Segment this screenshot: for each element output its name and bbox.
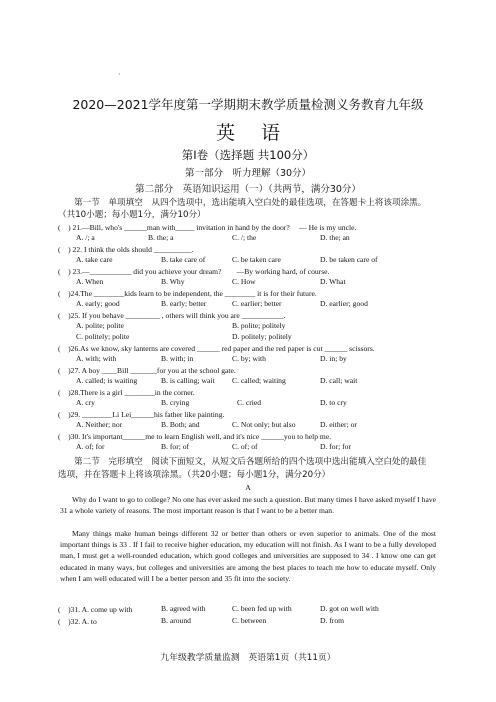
option: A. with; with	[76, 354, 117, 363]
option: A. cry	[76, 398, 95, 407]
section2-instructions: 第二节 完形填空 阅读下面短文，从短文后各题所给的四个选项中选出能填入空白处的最佳	[74, 457, 427, 467]
question-stem: ( ) 23.—___________ did you achieve your dream? —By working hard, of course.	[58, 267, 330, 276]
question-stem: ( )29. ________Li Lei______his father like painting.	[58, 410, 225, 419]
option: C. Not only; but also	[232, 420, 296, 429]
exam-title: 2020—2021学年度第一学期期末教学质量检测义务教育九年级	[72, 97, 424, 112]
question-stem: ( ) 22. I think the olds should __________.	[58, 245, 194, 254]
option: D. politely; politely	[232, 332, 292, 341]
option: A. When	[76, 277, 104, 286]
option: A. /; a	[76, 233, 95, 242]
option: D. for; for	[320, 442, 351, 451]
option: B. Why	[161, 277, 185, 286]
page-footer: 九年级教学质量监测 英语第1页（共11页）	[160, 653, 336, 663]
option: B. for; of	[161, 442, 190, 451]
option: C. of; of	[232, 442, 258, 451]
corner-mark: ·	[118, 70, 121, 79]
passage-label: A	[245, 483, 251, 492]
option: C. politely; polite	[76, 332, 130, 341]
option: C. earlier; better	[232, 299, 282, 308]
option: A. take care	[76, 255, 113, 264]
option: C. by; with	[232, 354, 266, 363]
question-stem: ( )31. A. come up with	[58, 605, 133, 614]
question-stem: ( )30. It's important______me to learn English well, and it's nice ______you to help me.	[58, 432, 332, 441]
option: B. agreed with	[161, 604, 206, 613]
option: B. Both; and	[161, 420, 200, 429]
option: D. call; wait	[320, 376, 358, 385]
option: D. What	[320, 277, 346, 286]
option: C. be taken care	[232, 255, 281, 264]
option: A. polite; polite	[76, 321, 124, 330]
option: D. the; an	[320, 233, 350, 242]
question-stem: ( )28.There is a girl ________in the corner.	[58, 388, 195, 397]
option: C. cried	[237, 398, 262, 407]
option: D. in; by	[320, 354, 347, 363]
option: B. polite; politely	[232, 321, 286, 330]
subject-title: 英语	[215, 122, 306, 144]
option: B. is calling; wait	[161, 376, 215, 385]
option: A. Neither; nor	[76, 420, 123, 429]
part2-heading: 第二部分 英语知识运用（一）（共两节，满分30分）	[135, 184, 361, 195]
section1-instructions-cont: （共10小题；每小题1分，满分10分）	[58, 210, 206, 220]
option: A. called; is waiting	[76, 376, 138, 385]
option: D. got on well with	[320, 604, 379, 613]
question-stem: ( )27. A boy ____Bill _______for you at the school gate.	[58, 366, 236, 375]
section2-instructions-cont: 选项，并在答题卡上将该项涂黑。（共20小题；每小题1分，满分20分）	[58, 470, 331, 480]
question-stem: ( ) 21.—Bill, who's ______man with_____ invitation in hand by the door? — He is my uncle.	[58, 223, 357, 232]
option: D. earlier; good	[320, 299, 368, 308]
option: C. How	[232, 277, 256, 286]
option: D. be taken care of	[320, 255, 378, 264]
option: B. crying	[161, 398, 190, 407]
option: A. of; for	[76, 442, 105, 451]
question-stem: ( )25. If you behave _________ , others will think you are ___________.	[58, 311, 286, 320]
passage-paragraph: Many things make human beings different 32 or better than others or even superior to animals. One of the most important things is 33 . If I fail to receive higher education, my education will not finish. As I want to be a fully developed man, I must get a well-rounded education, which good colleges and universities are supposed to 34 . I know one can get educated in many ways, but colleges and universities are among the best places to teach me how to educate myself. Only when I am well educated will I be a better person and 35 fit into the society.	[60, 529, 436, 583]
option: B. take care of	[161, 255, 206, 264]
option: B. the; a	[148, 233, 174, 242]
option: B. early; better	[161, 299, 207, 308]
part1-heading: 第一部分 听力理解（30分）	[184, 168, 312, 179]
option: C. called; waiting	[232, 376, 286, 385]
option: C. /; the	[232, 233, 257, 242]
option: D. from	[320, 616, 345, 625]
section1-instructions: 第一节 单项填空 从四个选项中，选出能填入空白处的最佳选项，在答题卡上将该项涂黑。	[74, 198, 427, 208]
question-stem: ( )26.As we know, sky lanterns are covered ______ red paper and the red paper is cut ______ scissors.	[58, 344, 375, 353]
question-stem: ( )24.The ________kids learn to be independent, the ________ it is for their future.	[58, 289, 317, 298]
option: C. been fed up with	[232, 604, 292, 613]
volume-heading: 第Ⅰ卷（选择题 共100分）	[181, 148, 315, 162]
option: B. around	[161, 616, 191, 625]
option: A. early; good	[76, 299, 120, 308]
option: D. either; or	[320, 420, 357, 429]
option: D. to cry	[320, 398, 347, 407]
option: B. with; in	[161, 354, 194, 363]
option: C. between	[232, 616, 267, 625]
question-stem: ( )32. A. to	[58, 617, 97, 626]
passage-paragraph: Why do I want to go to college? No one has ever asked me such a question. But many times I have asked myself I have 31 a whole variety of reasons. The most important reason is that I want to be a better man.	[60, 495, 436, 516]
